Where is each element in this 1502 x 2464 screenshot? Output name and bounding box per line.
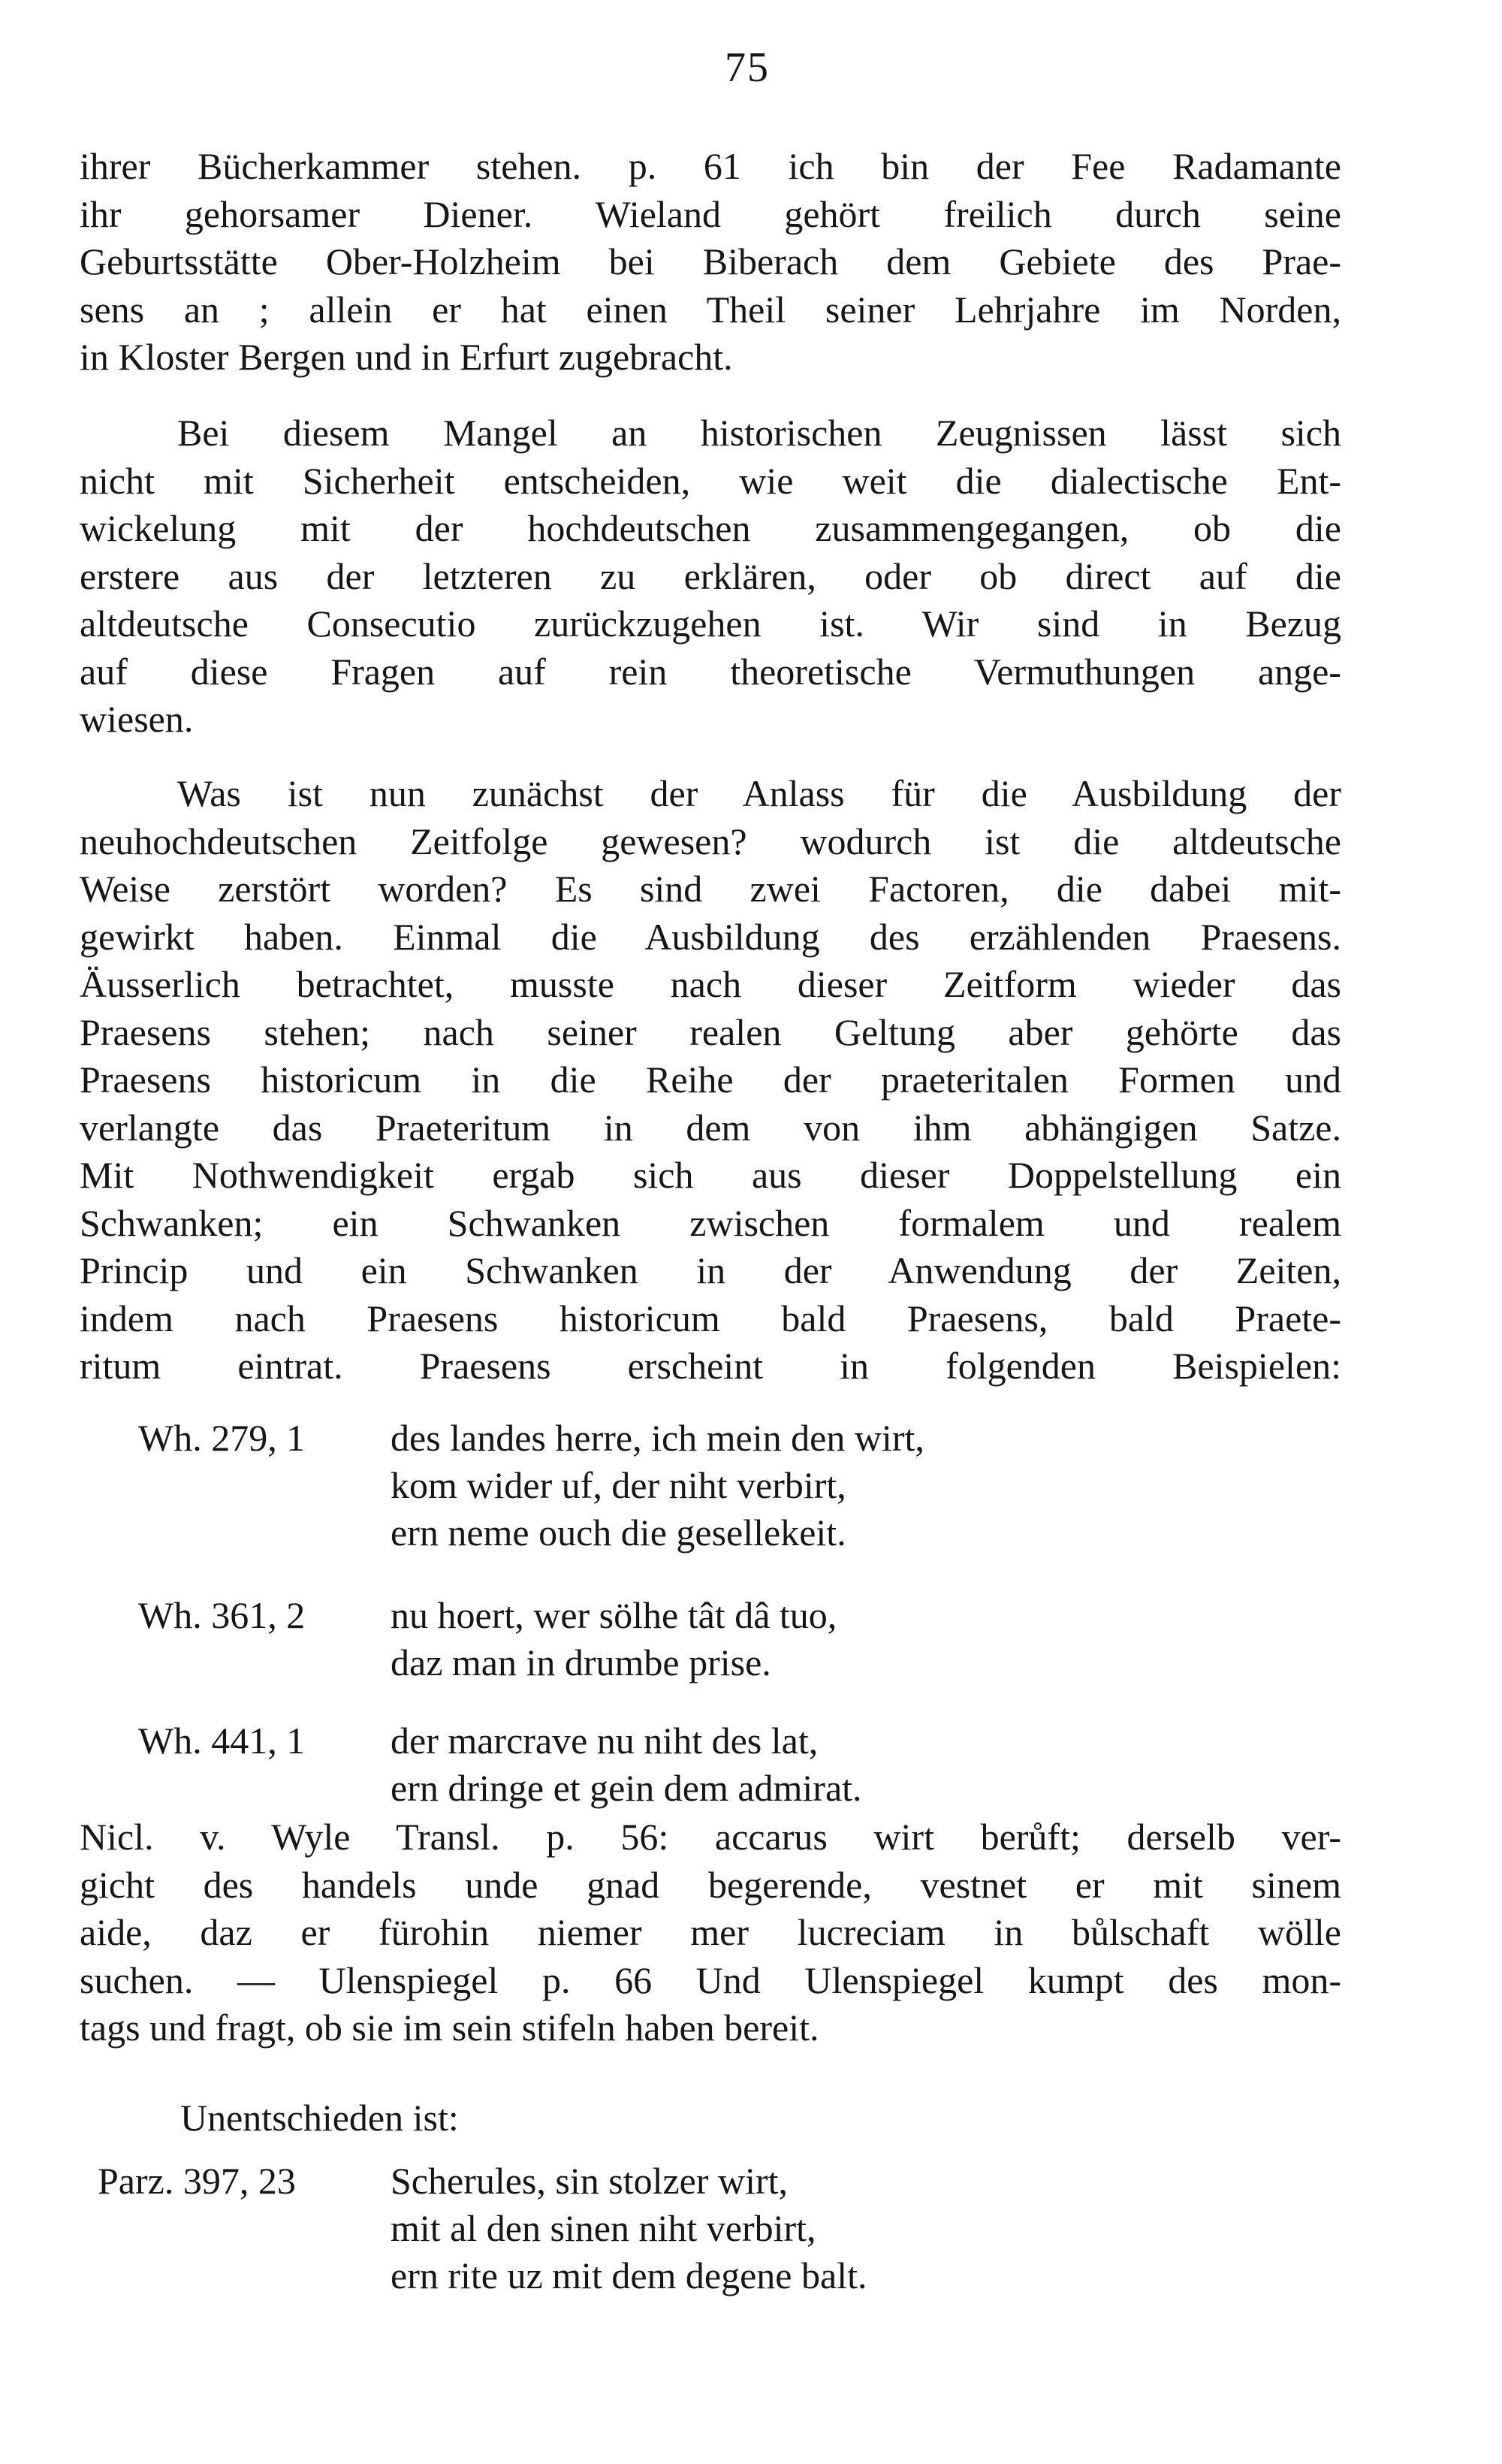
text-line: indem nach Praesens historicum bald Praesens, bald Praete- xyxy=(80,1297,1341,1339)
text-line: Praesens stehen; nach seiner realen Geltung aber gehörte das xyxy=(80,1010,1341,1053)
text-line: altdeutsche Consecutio zurückzugehen ist. Wir sind in Bezug xyxy=(80,602,1341,645)
text-line: erstere aus der letzteren zu erklären, oder ob direct auf die xyxy=(80,554,1341,597)
text-line: Princip und ein Schwanken in der Anwendung der Zeiten, xyxy=(80,1249,1341,1291)
verse-line: daz man in drumbe prise. xyxy=(391,1641,771,1683)
verse-line: des landes herre, ich mein den wirt, xyxy=(391,1417,924,1459)
text-line: in Kloster Bergen und in Erfurt zugebracht. xyxy=(80,336,733,378)
text-line: ihrer Bücherkammer stehen. p. 61 ich bin der Fee Radamante xyxy=(80,145,1341,187)
text-line: ritum eintrat. Praesens erscheint in folgenden Beispielen: xyxy=(80,1345,1341,1387)
text-line: Nicl. v. Wyle Transl. p. 56: accarus wirt berůft; derselb ver- xyxy=(80,1816,1341,1858)
text-line: auf diese Fragen auf rein theoretische Vermuthungen ange- xyxy=(80,650,1341,693)
undecided-heading: Unentschieden ist: xyxy=(180,2097,459,2139)
verse-line: kom wider uf, der niht verbirt, xyxy=(391,1464,846,1506)
verse-reference: Wh. 441, 1 xyxy=(138,1720,306,1762)
verse-line: ern dringe et gein dem admirat. xyxy=(391,1767,862,1809)
text-line: Bei diesem Mangel an historischen Zeugnissen lässt sich xyxy=(177,412,1341,454)
text-line: wickelung mit der hochdeutschen zusammengegangen, ob die xyxy=(80,507,1341,549)
verse-line: ern rite uz mit dem degene balt. xyxy=(391,2254,867,2296)
text-line: Weise zerstört worden? Es sind zwei Factoren, die dabei mit- xyxy=(80,868,1341,910)
text-line: nicht mit Sicherheit entscheiden, wie weit die dialectische Ent- xyxy=(80,459,1341,502)
text-line: Geburtsstätte Ober-Holzheim bei Biberach dem Gebiete des Prae- xyxy=(80,240,1341,282)
text-line: gicht des handels unde gnad begerende, vestnet er mit sinem xyxy=(80,1863,1341,1906)
paragraph-4 xyxy=(80,1813,1341,2052)
text-line: Was ist nun zunächst der Anlass für die Ausbildung der xyxy=(177,772,1341,814)
text-line: tags und fragt, ob sie im sein stifeln haben bereit. xyxy=(80,2007,819,2049)
text-line: Mit Nothwendigkeit ergab sich aus dieser Doppelstellung ein xyxy=(80,1154,1341,1196)
text-line: neuhochdeutschen Zeitfolge gewesen? wodurch ist die altdeutsche xyxy=(80,820,1341,862)
paragraph-2 xyxy=(80,409,1341,744)
text-line: aide, daz er fürohin niemer mer lucreciam in bůlschaft wölle xyxy=(80,1911,1341,1953)
verse-line: Scherules, sin stolzer wirt, xyxy=(391,2160,789,2202)
verse-reference: Wh. 279, 1 xyxy=(138,1417,306,1459)
text-line: gewirkt haben. Einmal die Ausbildung des erzählenden Praesens. xyxy=(80,915,1341,958)
page-number: 75 xyxy=(725,44,770,91)
text-line: wiesen. xyxy=(80,698,194,740)
verse-line: nu hoert, wer sölhe tât dâ tuo, xyxy=(391,1594,837,1636)
text-line: Praesens historicum in die Reihe der praeteritalen Formen und xyxy=(80,1058,1341,1101)
verse-line: der marcrave nu niht des lat, xyxy=(391,1720,819,1762)
text-line: Äusserlich betrachtet, musste nach dieser Zeitform wieder das xyxy=(80,963,1341,1005)
text-line: verlangte das Praeteritum in dem von ihm abhängigen Satze. xyxy=(80,1106,1341,1149)
paragraph-3 xyxy=(80,770,1341,1391)
text-line: Schwanken; ein Schwanken zwischen formalem und realem xyxy=(80,1201,1341,1244)
text-line: suchen. — Ulenspiegel p. 66 Und Ulenspiegel kumpt des mon- xyxy=(80,1958,1341,2001)
verse-reference: Parz. 397, 23 xyxy=(98,2160,296,2202)
text-line: sens an ; allein er hat einen Theil seiner Lehrjahre im Norden, xyxy=(80,288,1341,331)
verse-line: mit al den sinen niht verbirt, xyxy=(391,2207,816,2249)
text-line: ihr gehorsamer Diener. Wieland gehört freilich durch seine xyxy=(80,192,1341,235)
verse-line: ern neme ouch die gesellekeit. xyxy=(391,1511,846,1554)
verse-reference: Wh. 361, 2 xyxy=(138,1594,306,1636)
paragraph-1 xyxy=(80,143,1341,382)
